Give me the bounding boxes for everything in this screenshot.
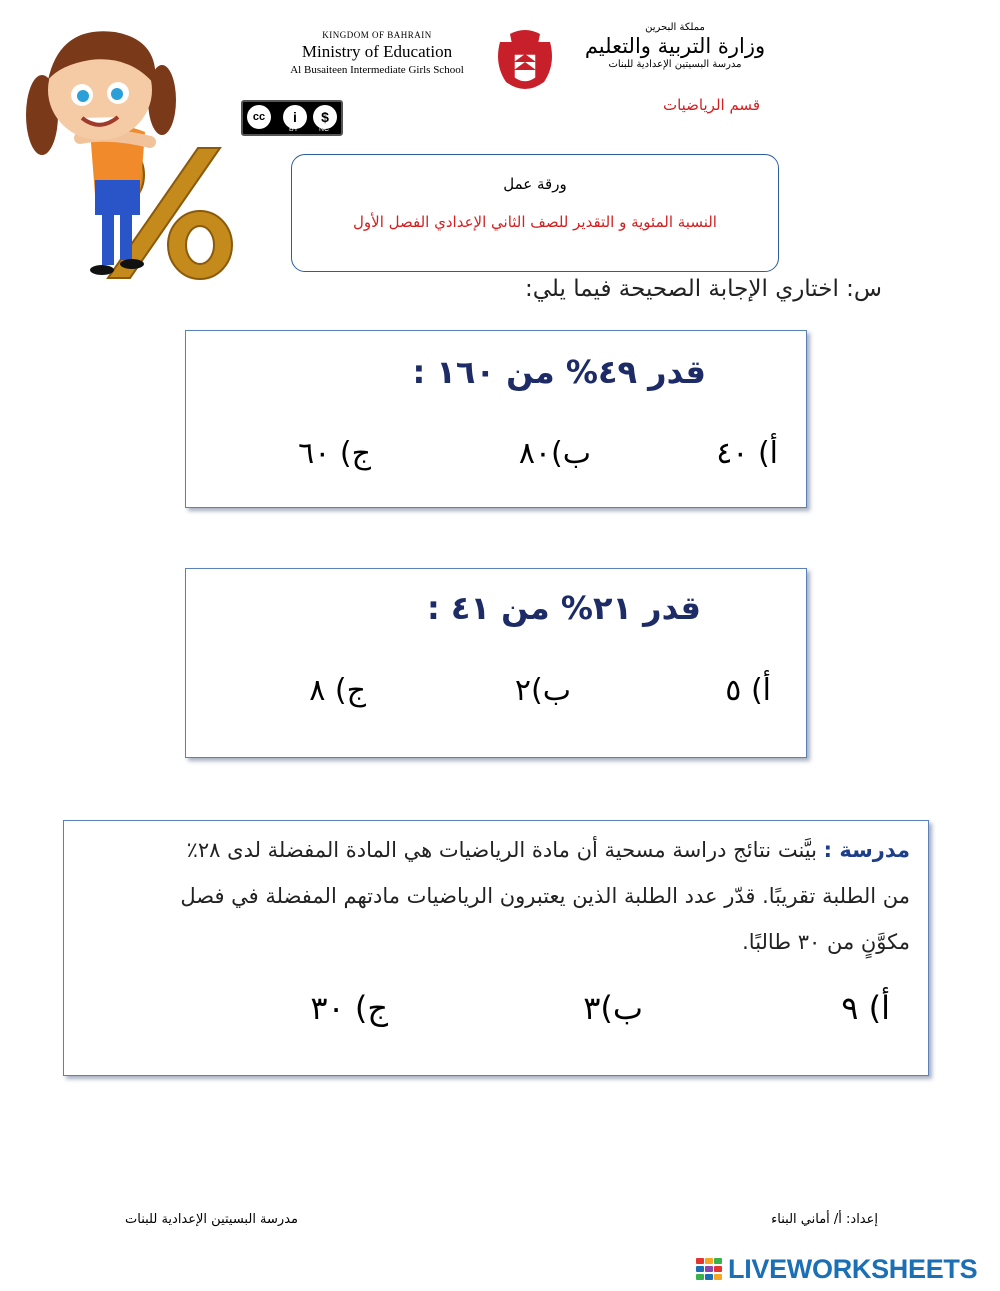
option-b[interactable]: ب)٢	[514, 673, 571, 708]
worksheet-title-box	[291, 154, 779, 272]
ministry-header-ar	[570, 22, 780, 70]
question-box-2	[185, 568, 807, 758]
girl-percent-illustration	[20, 20, 260, 285]
worksheet-topic: النسبة المئوية و التقدير للصف الثاني الإعدادي الفصل الأول	[353, 213, 717, 231]
department-label: قسم الرياضيات	[662, 96, 760, 114]
liveworksheets-grid-icon	[696, 1258, 722, 1280]
option-a[interactable]: أ) ٤٠	[716, 436, 778, 471]
school-label-ar: مدرسة البسيتين الإعدادية للبنات	[608, 59, 742, 70]
worksheet-label: ورقة عمل	[503, 175, 567, 193]
bahrain-emblem-icon	[492, 24, 558, 94]
attribution-icon: i	[283, 105, 307, 129]
question-prompt: قدر ٢١% من ٤١ :	[426, 589, 701, 627]
by-label: BY	[289, 126, 299, 133]
footer-school: مدرسة البسيتين الإعدادية للبنات	[125, 1212, 298, 1227]
option-a[interactable]: أ) ٥	[725, 673, 771, 708]
noncommercial-icon: $	[313, 105, 337, 129]
word-problem-line-3: مكوَّنٍ من ٣٠ طالبًا.	[742, 930, 910, 954]
option-a[interactable]: أ) ٩	[841, 989, 890, 1027]
liveworksheets-wordmark: LIVEWORKSHEETS	[728, 1254, 978, 1284]
ministry-label-ar: وزارة التربية والتعليم	[584, 34, 766, 58]
option-c[interactable]: ج) ٦٠	[298, 436, 371, 471]
question-prompt: قدر ٤٩% من ١٦٠ :	[412, 353, 706, 391]
cc-license-badge	[241, 100, 343, 136]
word-problem	[130, 827, 910, 965]
problem-tag: مدرسة :	[823, 838, 910, 862]
question-box-1	[185, 330, 807, 508]
cc-icon: cc	[247, 105, 271, 129]
word-problem-line-2: من الطلبة تقريبًا. قدّر عدد الطلبة الذين يعتبرون الرياضيات مادتهم المفضلة في فصل	[180, 884, 910, 908]
word-problem-line-1: مدرسة : بيَّنت نتائج دراسة مسحية أن مادة الرياضيات هي المادة المفضلة لدى ٢٨٪	[186, 838, 910, 862]
kingdom-label-en: KINGDOM OF BAHRAIN	[322, 30, 432, 40]
nc-label: NC	[319, 126, 330, 133]
kingdom-label-ar: مملكة البحرين	[645, 22, 705, 33]
ministry-label-en: Ministry of Education	[301, 42, 453, 61]
instruction-text: س: اختاري الإجابة الصحيحة فيما يلي:	[525, 276, 882, 302]
ministry-header-en	[272, 30, 482, 76]
option-c[interactable]: ج) ٨	[309, 673, 366, 708]
option-c[interactable]: ج) ٣٠	[310, 989, 388, 1027]
school-label-en: Al Busaiteen Intermediate Girls School	[290, 64, 464, 76]
question-box-3	[63, 820, 929, 1076]
prepared-by: إعداد: أ/ أماني البناء	[771, 1212, 878, 1227]
option-b[interactable]: ب)٣	[583, 989, 643, 1027]
option-b[interactable]: ب)٨٠	[518, 436, 591, 471]
